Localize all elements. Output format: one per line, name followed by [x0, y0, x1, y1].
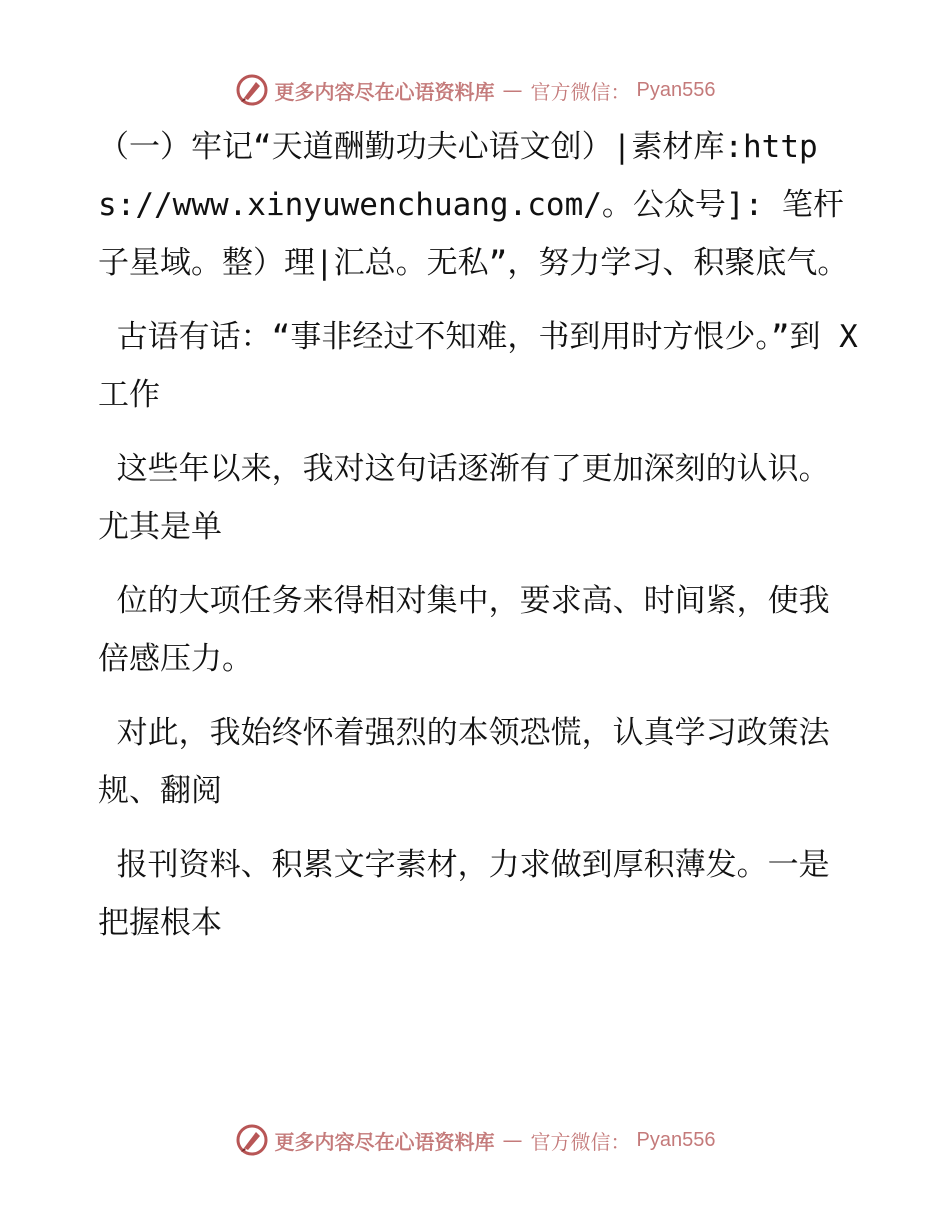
- header-banner: [0, 70, 950, 110]
- footer-contact-label: 官方微信：: [530, 1129, 631, 1154]
- document-body: [98, 118, 877, 968]
- paragraph-5: 对此，我始终怀着强烈的本领恐慌，认真学习政策法规、翻阅: [98, 715, 830, 809]
- footer-banner-inner: [235, 1123, 716, 1157]
- footer-banner-separator: —: [502, 1128, 523, 1152]
- header-banner-text: 更多内容尽在心语资料库: [274, 79, 495, 104]
- paragraph-6: 报刊资料、积累文字素材，力求做到厚积薄发。一是把握根本: [98, 847, 830, 941]
- footer-banner-text: 更多内容尽在心语资料库: [274, 1129, 495, 1154]
- pen-logo-icon: [235, 73, 269, 107]
- paragraph-2: 古语有话：“事非经过不知难，书到用时方恨少。”到 X 工作: [98, 319, 877, 413]
- header-banner-separator: —: [502, 78, 523, 102]
- paragraph-3: 这些年以来，我对这句话逐渐有了更加深刻的认识。尤其是单: [98, 451, 830, 545]
- header-contact-id: Pyan556: [636, 78, 716, 101]
- paragraph-1: （一）牢记“天道酬勤功夫心语文创）|素材库:https://www.xinyuwenchuang.com/。公众号]: 笔杆子星域。整）理|汇总。无私”，努力学习、积聚底气。: [98, 129, 849, 281]
- header-banner-inner: [235, 73, 716, 107]
- pen-logo-icon: [235, 1123, 269, 1157]
- paragraph-4: 位的大项任务来得相对集中，要求高、时间紧，使我倍感压力。: [98, 583, 830, 677]
- footer-contact-id: Pyan556: [636, 1128, 716, 1151]
- footer-banner: [0, 1120, 950, 1160]
- header-contact-label: 官方微信：: [530, 79, 631, 104]
